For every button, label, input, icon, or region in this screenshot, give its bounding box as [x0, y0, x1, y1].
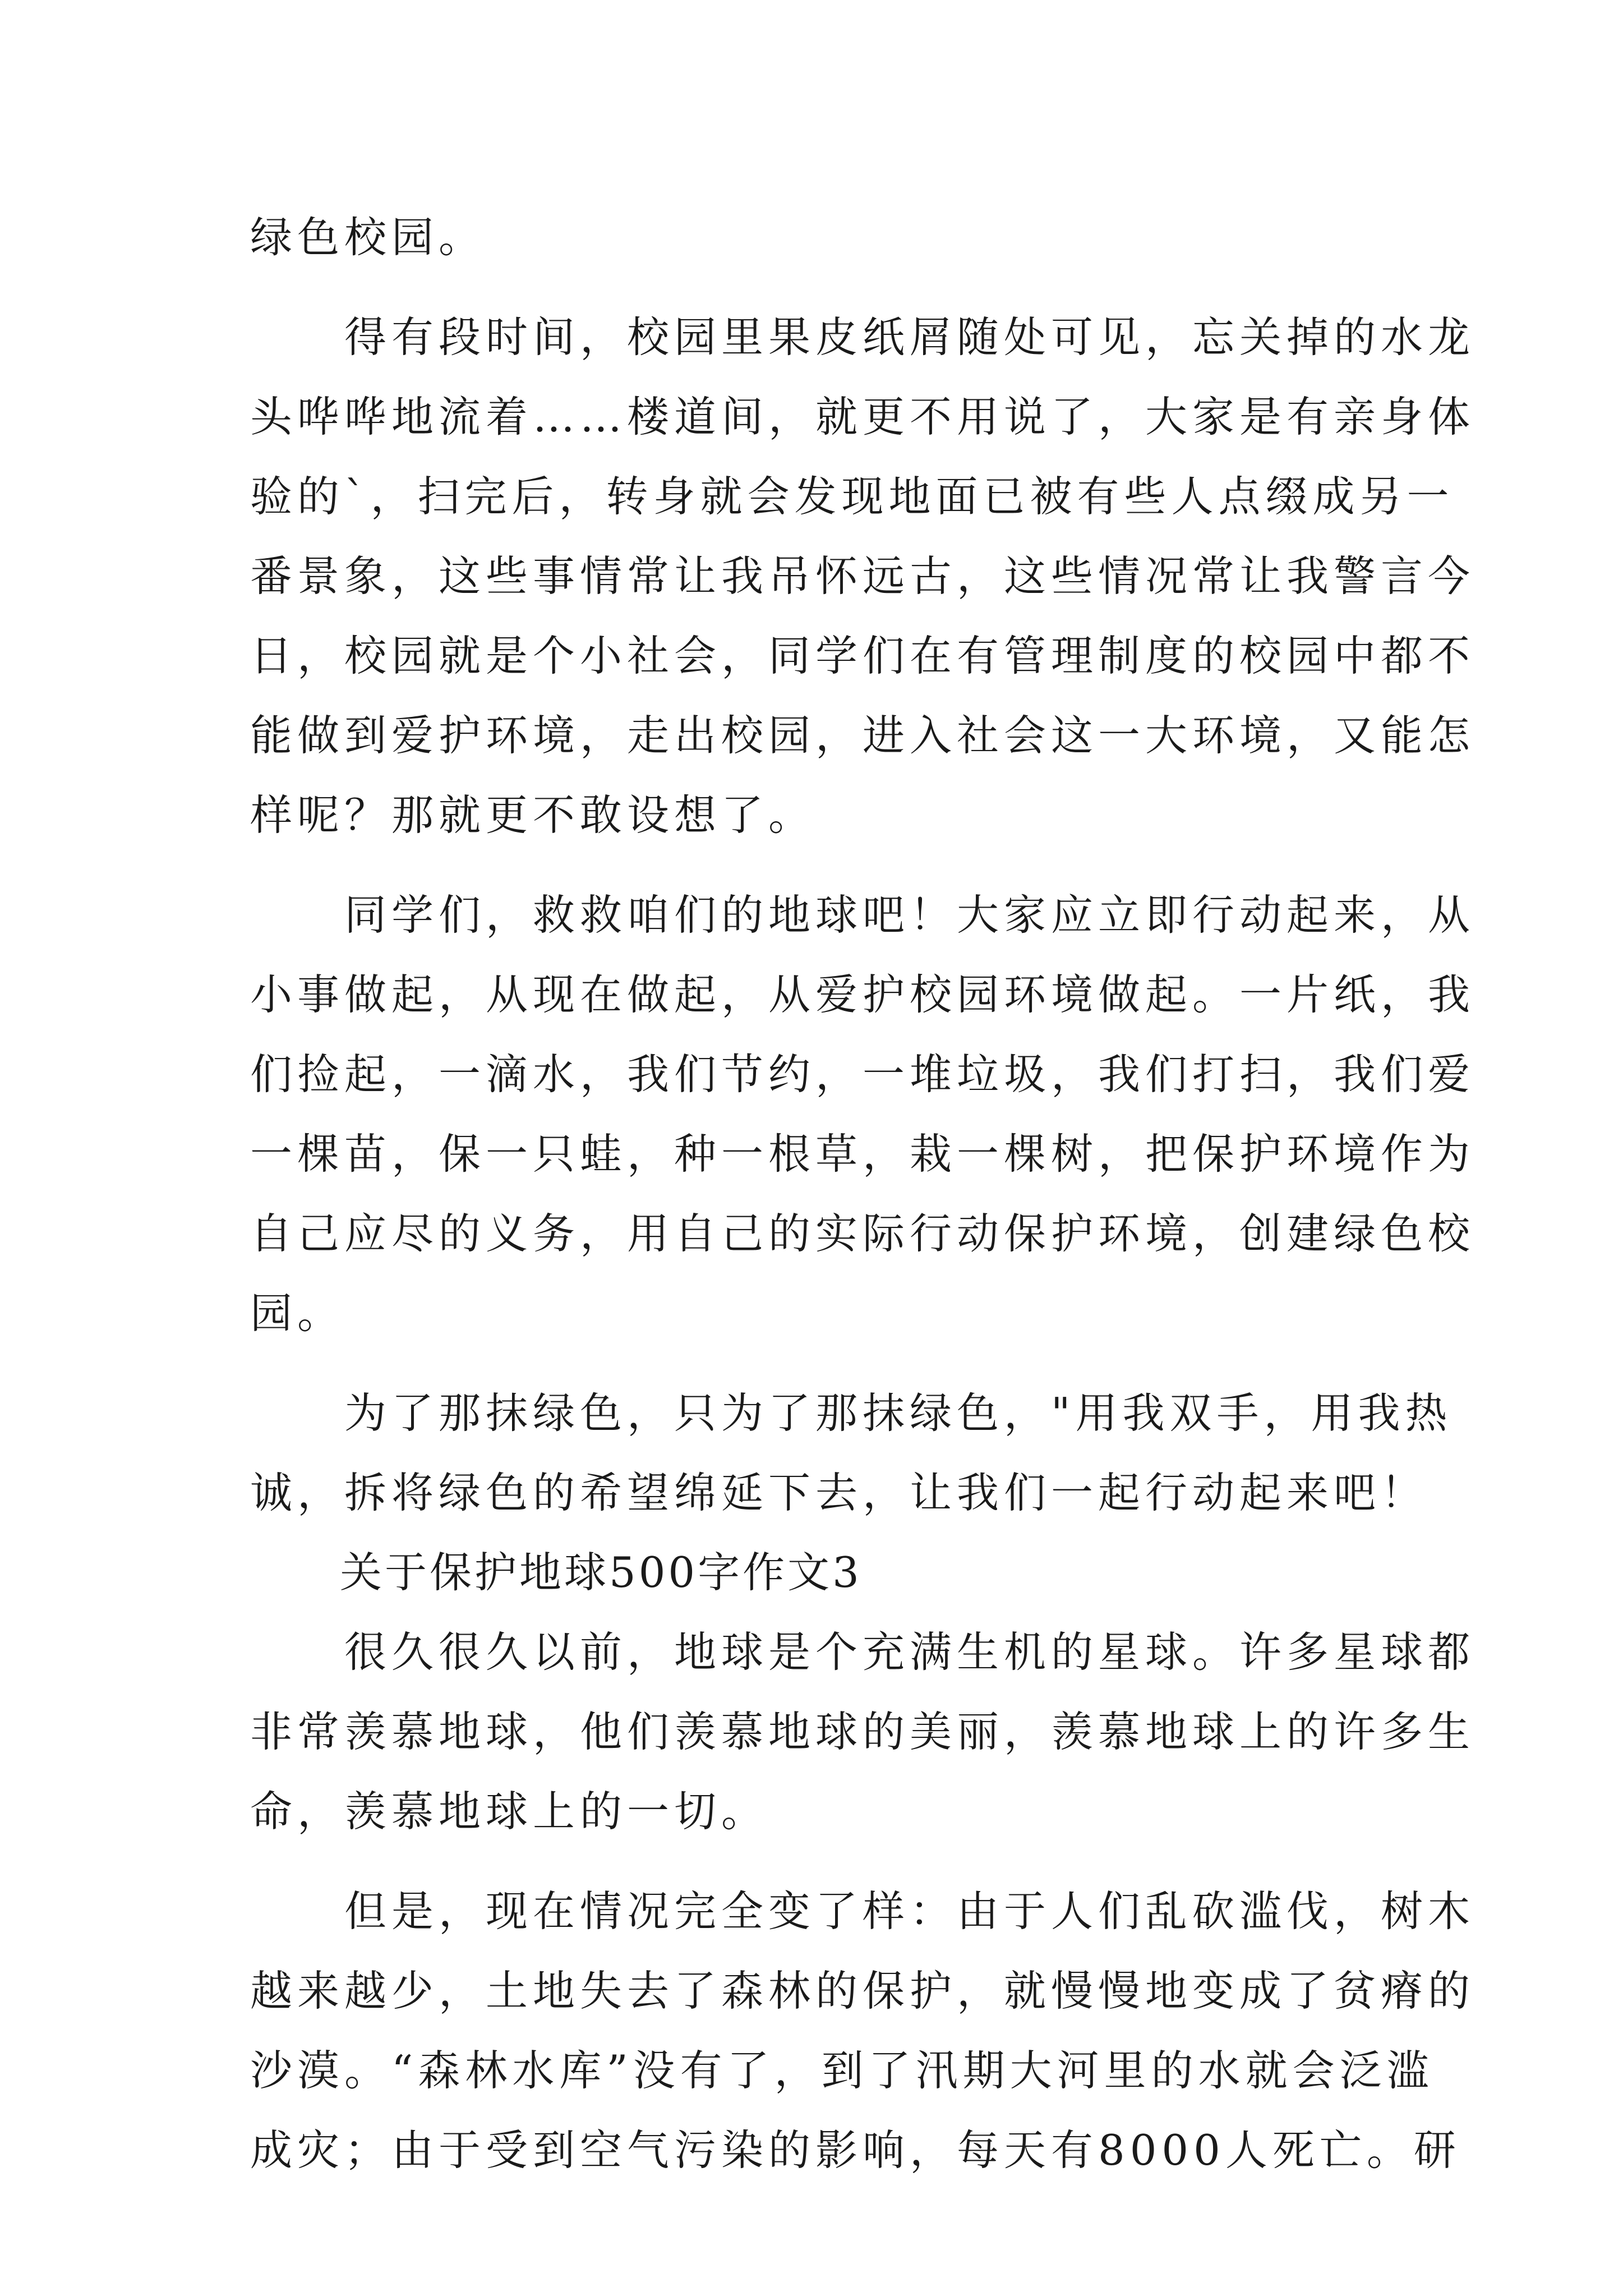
body-text [250, 197, 1476, 2190]
text-line: 成灾；由于受到空气污染的影响，每天有8000人死亡。研 [250, 2125, 1461, 2175]
text-line: 命，羡慕地球上的一切。 [250, 1787, 769, 1836]
text-line: 们捡起，一滴水，我们节约，一堆垃圾，我们打扫，我们爱 [250, 1050, 1476, 1099]
text-line: 园。 [250, 1289, 345, 1338]
section-heading: 关于保护地球500字作文3 [340, 1548, 862, 1597]
text-line: 头哗哗地流着……楼道间，就更不用说了，大家是有亲身体 [250, 392, 1476, 441]
text-line: 诚，拆将绿色的希望绵延下去，让我们一起行动起来吧！ [250, 1468, 1428, 1517]
text-line: 得有段时间，校园里果皮纸屑随处可见，忘关掉的水龙 [344, 312, 1476, 362]
text-line: 日，校园就是个小社会，同学们在有管理制度的校园中都不 [250, 631, 1476, 680]
text-line: 样呢？那就更不敢设想了。 [250, 790, 816, 840]
text-line: 沙漠。“森林水库”没有了，到了汛期大河里的水就会泛滥 [250, 2046, 1434, 2095]
text-line: 同学们，救救咱们的地球吧！大家应立即行动起来，从 [344, 890, 1476, 940]
text-line: 越来越少，土地失去了森林的保护，就慢慢地变成了贫瘠的 [250, 1966, 1476, 2016]
text-line: 能做到爱护环境，走出校园，进入社会这一大环境，又能怎 [250, 711, 1476, 760]
text-line: 一棵苗，保一只蛙，种一根草，栽一棵树，把保护环境作为 [250, 1129, 1476, 1179]
text-line: 但是，现在情况完全变了样：由于人们乱砍滥伐，树木 [344, 1887, 1476, 1936]
text-line: 小事做起，从现在做起，从爱护校园环境做起。一片纸，我 [250, 970, 1476, 1019]
text-line: 非常羡慕地球，他们羡慕地球的美丽，羡慕地球上的许多生 [250, 1707, 1476, 1756]
text-line: 为了那抹绿色，只为了那抹绿色，"用我双手，用我热 [344, 1388, 1453, 1438]
text-line: 很久很久以前，地球是个充满生机的星球。许多星球都 [344, 1627, 1476, 1677]
text-line: 番景象，这些事情常让我吊怀远古，这些情况常让我警言今 [250, 551, 1476, 601]
text-line: 绿色校园。 [250, 213, 486, 262]
text-line: 自己应尽的义务，用自己的实际行动保护环境，创建绿色校 [250, 1209, 1476, 1258]
text-line: 验的`，扫完后，转身就会发现地面已被有些人点缀成另一 [250, 472, 1454, 521]
